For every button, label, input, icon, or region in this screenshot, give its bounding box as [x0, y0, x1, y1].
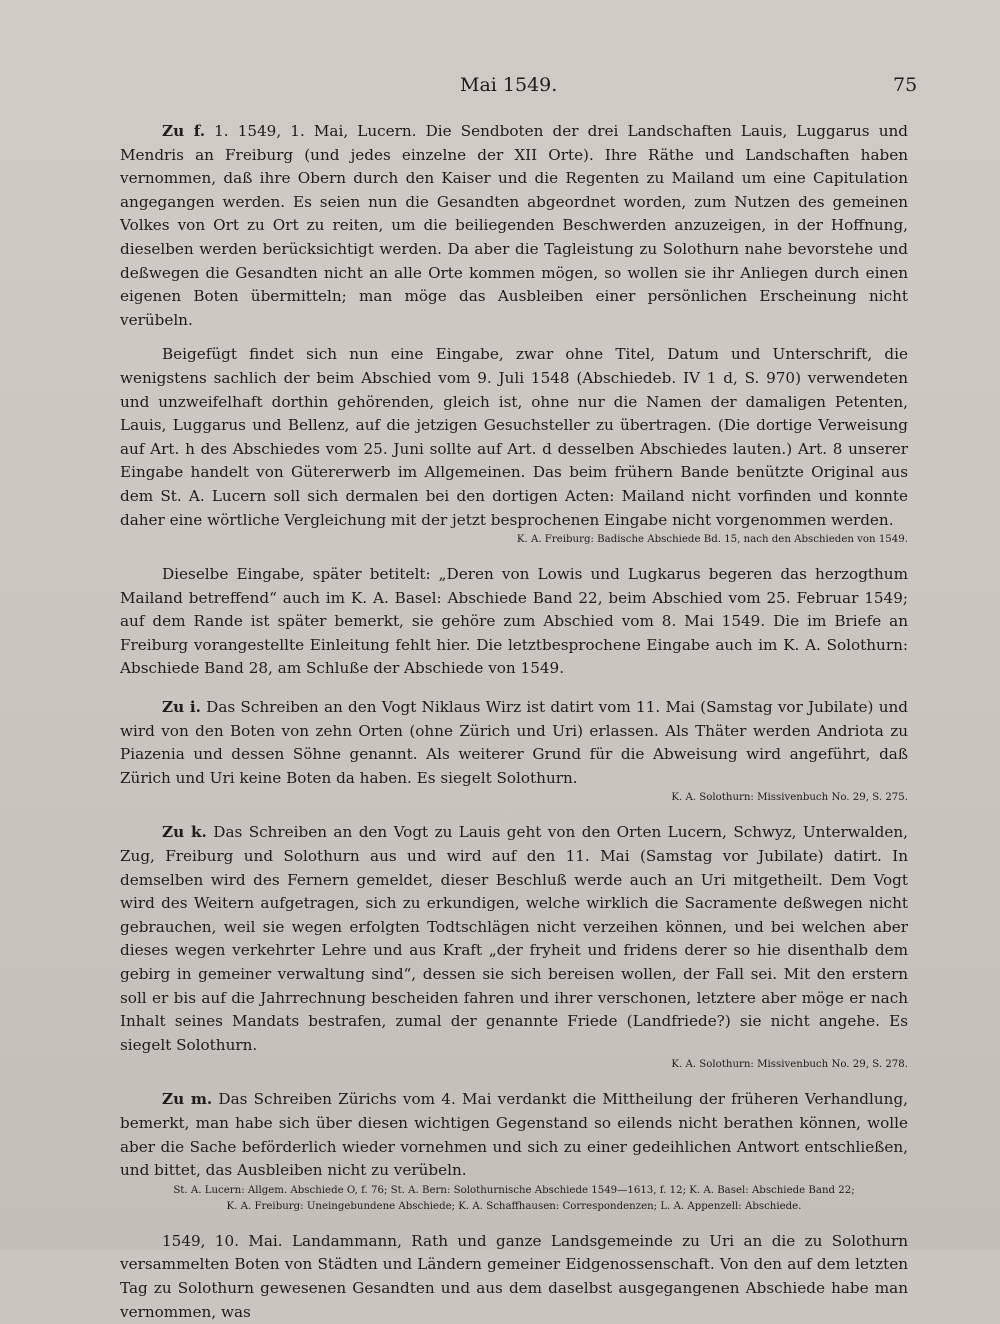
- page-header: [0, 74, 1000, 100]
- section-f-source: K. A. Freiburg: Badische Abschiede Bd. 15, nach den Abschieden von 1549.: [516, 534, 908, 546]
- section-m-text: Das Schreiben Zürichs vom 4. Mai verdankt die Mittheilung der früheren Verhandlung, bemerkt, man habe sich über diesen wichtigen Gegenstand so eilends nicht berathen können, wolle aber die Sache beförderlich wieder vornehmen und sich zu einer gedeihlichen Antwort entschließen, und bittet, das Ausbleiben nicht zu verübeln.: [120, 1090, 909, 1180]
- section-f-paragraph-3: Dieselbe Eingabe, später betitelt: „Deren von Lowis und Lugkarus begeren das herzogthum Mailand betreffend“ auch im K. A. Basel: Abschiede Band 22, beim Abschied vom 25. Februar 1549; auf dem Rande ist später bemerkt, sie gehöre zum Abschied vom 8. Mai 1549. Die im Briefe an Freiburg vorangestellte Einleitung fehlt hier. Die letztbesprochene Eingabe auch im K. A. Solothurn: Abschiede Band 28, am Schluße der Abschiede von 1549.: [120, 565, 908, 678]
- section-k-text: Das Schreiben an den Vogt zu Lauis geht von den Orten Lucern, Schwyz, Unterwalden, Zug, Freiburg und Solothurn aus und wird auf den 11. Mai (Samstag vor Jubilate) datirt. In demselben wird des Fernern gemeldet, dieser Beschluß werde auch an Uri mitgetheilt. Dem Vogt wird des Weitern aufgetragen, sich zu erkundigen, welche wirklich die Sacramente deßwegen nicht gebrauchen, weil sie wegen erfolgten Todtschlägen nicht verzeihen können, und bei welchen aber dieses wegen verkehrter Lehre und aus Kraft „der fryheit und fridens derer so hie disenthalb dem gebirg in gemeiner verwaltung sind“, dessen sie sich bereisen wollen, der Fall sei. Mit den erstern soll er bis auf die Jahrrechnung bescheiden fahren und ihrer verschonen, letztere aber möge er nach Inhalt seines Mandats bestrafen, zumal der genannte Friede (Landfriede?) sie nicht angehe. Es siegelt Solothurn.: [120, 823, 909, 1054]
- section-k-source: K. A. Solothurn: Missivenbuch No. 29, S. 278.: [671, 1059, 908, 1071]
- next-entry-paragraph: 1549, 10. Mai. Landammann, Rath und ganze Landsgemeinde zu Uri an die zu Solothurn versammelten Boten von Städten und Ländern gemeiner Eidgenossenschaft. Von den auf dem letzten Tag zu Solothurn gewesenen Gesandten und aus dem daselbst ausgegangenen Abschiede habe man vernommen, was: [120, 1231, 908, 1321]
- section-i-lead: Zu i.: [162, 698, 201, 717]
- section-m-source-line-2: K. A. Freiburg: Uneingebundene Abschiede; K. A. Schaffhausen: Correspondenzen; L. A. Appenzell: Abschiede.: [226, 1200, 802, 1212]
- section-f-paragraph-2: Beigefügt findet sich nun eine Eingabe, zwar ohne Titel, Datum und Unterschrift, die wenigstens sachlich der beim Abschied vom 9. Juli 1548 (Abschiedeb. IV 1 d, S. 970) verwendeten und unzweifelhaft dorthin gehörenden, gleich ist, ohne nur die Namen der damaligen Petenten, Lauis, Luggarus und Bellenz, auf die jetzigen Gesuchsteller zu übertragen. (Die dortige Verweisung auf Art. h des Abschiedes vom 25. Juni sollte auf Art. d desselben Abschiedes lauten.) Art. 8 unserer Eingabe handelt von Gütererwerb im Allgemeinen. Das beim frühern Bande benützte Original aus dem St. A. Lucern soll sich dermalen bei den dortigen Acten: Mailand nicht vorfinden und konnte daher eine wörtliche Vergleichung mit der jetzt besprochenen Eingabe nicht vorgenommen werden.: [120, 345, 908, 529]
- section-i-source: K. A. Solothurn: Missivenbuch No. 29, S. 275.: [671, 792, 908, 804]
- page-body: [120, 120, 908, 1324]
- section-i-paragraph: [120, 696, 908, 790]
- running-title: Mai 1549.: [460, 74, 558, 96]
- section-k-lead: Zu k.: [162, 823, 207, 842]
- section-k-paragraph: [120, 821, 908, 1057]
- section-f-text: 1. 1549, 1. Mai, Lucern. Die Sendboten der drei Landschaften Lauis, Luggarus und Mendris an Freiburg (und jedes einzelne der XII Orte). Ihre Räthe und Landschaften haben vernommen, daß ihre Obern durch den Kaiser und die Regenten zu Mailand um eine Capitulation angegangen werden. Es seien nun die Gesandten abgeordnet worden, zum Nutzen des gemeinen Volkes von Ort zu Ort zu reiten, um die beiliegenden Beschwerden anzuzeigen, in der Hoffnung, dieselben werden berücksichtigt werden. Da aber die Tagleistung zu Solothurn nahe bevorstehe und deßwegen die Gesandten nicht an alle Orte kommen mögen, so wollen sie ihr Anliegen durch einen eigenen Boten übermitteln; man möge das Ausbleiben einer persönlichen Erscheinung nicht verübeln.: [120, 122, 908, 329]
- section-f-lead: Zu f.: [162, 122, 205, 140]
- section-m-paragraph: [120, 1088, 908, 1182]
- section-f-paragraph: [120, 120, 908, 332]
- section-m-lead: Zu m.: [162, 1090, 213, 1109]
- section-i-text: Das Schreiben an den Vogt Niklaus Wirz ist datirt vom 11. Mai (Samstag vor Jubilate) und wird von den Boten von zehn Orten (ohne Zürich und Uri) erlassen. Als Thäter werden Andriota zu Piazenia und dessen Söhne genannt. Als weiterer Grund für die Abweisung wird angeführt, daß Zürich und Uri keine Boten da haben. Es siegelt Solothurn.: [120, 698, 908, 787]
- page-number: 75: [893, 74, 918, 96]
- section-m-source-line-1: St. A. Lucern: Allgem. Abschiede O, f. 76; St. A. Bern: Solothurnische Abschiede 1549—1613, f. 12; K. A. Basel: Abschiede Band 22;: [173, 1184, 855, 1196]
